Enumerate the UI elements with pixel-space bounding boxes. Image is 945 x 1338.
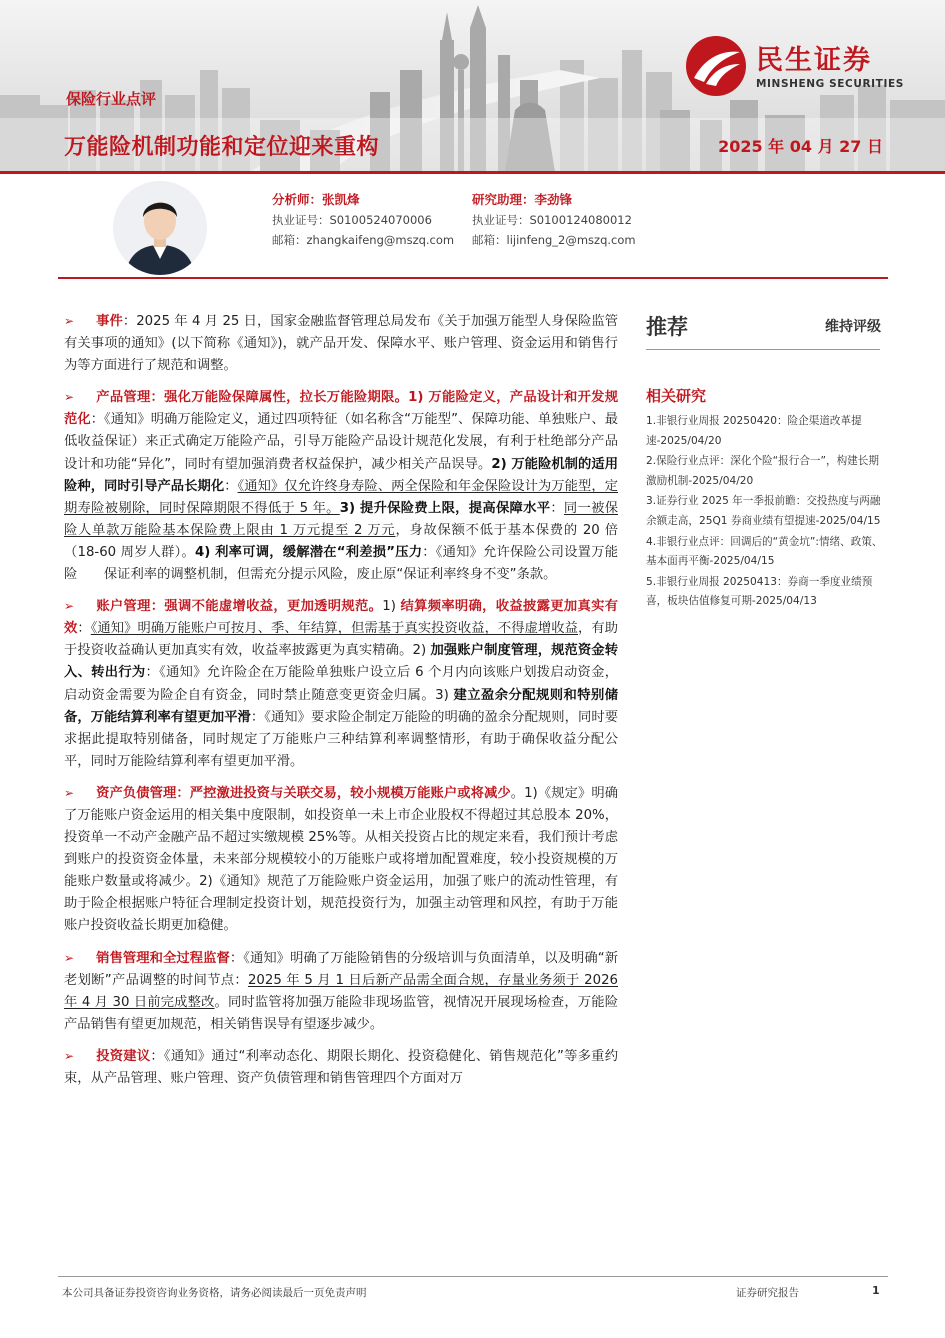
paragraph-asset-liability: ➢ 资产负债管理：严控激进投资与关联交易，较小规模万能账户或将减少。1)《规定》明确了万能账户资金运用的相关集中度限制，如投资单一未上市企业股权不得超过其总股本 20%，投资单一不动产金融产品不超过实缴规模 25%等。从相关投资占比的规定来看，我们预计考虑到账户的投资资金体量，未来部分规模较小的万能账户或将增加配置难度，较小投资规模的万能账户数量或将减少。2)《通知》规范了万能险账户资金运用，加强了账户的流动性管理，有助于险企根据账户特征合理制定投资计划，规范投资行为，加强主动管理和风控，有助于万能账户投资收益长期更加稳健。 bbox=[64, 782, 618, 938]
report-title: 万能险机制功能和定位迎来重构 bbox=[64, 135, 380, 160]
related-research-item[interactable]: 5.非银行业周报 20250413：券商一季度业绩预喜，板块估值修复可期-2025/04/13 bbox=[646, 575, 873, 608]
paragraph-investment-advice: ➢ 投资建议：《通知》通过“利率动态化、期限长期化、投资稳健化、销售规范化”等多重约束，从产品管理、账户管理、资产负债管理和销售管理四个方面对万 bbox=[64, 1045, 618, 1090]
assistant-name: 李劲锋 bbox=[534, 192, 573, 207]
footer-disclaimer: 本公司具备证券投资咨询业务资格，请务必阅读最后一页免责声明 bbox=[62, 1287, 367, 1299]
header-banner bbox=[0, 0, 945, 172]
analyst-email[interactable]: 邮箱：zhangkaifeng@mszq.com bbox=[272, 233, 455, 247]
paragraph-sales-supervision: ➢ 销售管理和全过程监督：《通知》明确了万能险销售的分级培训与负面清单，以及明确“新老划断”产品调整的时间节点：2025 年 5 月 1 日后新产品需全面合规，存量业务须于 2026 年 4 月 30 日前完成整改。同时监管将加强万能险非现场监管，视情况开展现场检查，万能险产品销售有望更加规范，相关销售误导有望逐步减少。 bbox=[64, 947, 618, 1036]
related-research-item[interactable]: 3.证券行业 2025 年一季报前瞻：交投热度与两融余额走高，25Q1 券商业绩有望提速-2025/04/15 bbox=[646, 495, 881, 527]
footer-divider bbox=[58, 1276, 888, 1277]
arrow-bullet-icon: ➢ bbox=[64, 314, 75, 328]
report-date: 2025 年 04 月 27 日 bbox=[718, 137, 883, 156]
analyst-role: 分析师： bbox=[272, 192, 323, 207]
paragraph-account-management: ➢ 账户管理：强调不能虚增收益，更加透明规范。1) 结算频率明确，收益披露更加真实有效：《通知》明确万能账户可按月、季、年结算，但需基于真实投资收益，不得虚增收益，有助于投资收益确认更加真实有效，收益率披露更为真实精确。2) 加强账户制度管理，规范资金转入、转出行为：《通知》允许险企在万能险单独账户设立后 6 个月内向该账户划拨启动资金，启动资金需要为险企自有资金，同时禁止随意变更资金归属。3) 建立盈余分配规则和特别储备，万能结算利率有望更加平滑：《通知》要求险企制定万能险的明确的盈余分配规则，同时要求据此提取特别储备，同时规定了万能账户三种结算利率调整情形，有助于确保收益分配公平，同时万能险结算利率有望更加平滑。 bbox=[64, 595, 618, 773]
related-research-item[interactable]: 1.非银行业周报 20250420：险企渠道改革提速-2025/04/20 bbox=[646, 415, 862, 447]
related-research-item[interactable]: 4.非银行业点评：回调后的“黄金坑”:情绪、政策、基本面再平衡-2025/04/15 bbox=[646, 535, 883, 568]
report-body bbox=[64, 310, 618, 1099]
sidebar-divider bbox=[646, 349, 880, 350]
analyst-avatar bbox=[113, 181, 207, 275]
minsheng-logo-icon bbox=[684, 34, 748, 98]
paragraph-product-management: ➢ 产品管理：强化万能险保障属性，拉长万能险期限。1) 万能险定义，产品设计和开发规范化：《通知》明确万能险定义，通过四项特征（如名称含“万能型”、保障功能、单独账户、最低收益保证）来正式确定万能险产品，引导万能险产品设计规范化发展，有利于杜绝部分产品设计和功能“异化”，同时有望加强消费者权益保护，减少相关产品误导。2) 万能险机制的适用险种，同时引导产品长期化：《通知》仅允许终身寿险、两全保险和年金保险设计为万能型，定期寿险被剔除，同时保障期限不得低于 5 年。3) 提升保险费上限，提高保障水平：同一被保险人单款万能险基本保险费上限由 1 万元提至 2 万元，身故保额不低于基本保费的 20 倍（18-60 周岁人群）。4) 利率可调，缓解潜在“利差损”压力：《通知》允许保险公司设置万能险 保证利率的调整机制，但需充分提示风险，废止原“保证利率终身不变”条款。 bbox=[64, 386, 618, 586]
arrow-bullet-icon: ➢ bbox=[64, 785, 75, 800]
related-research-list bbox=[646, 412, 886, 613]
company-logo bbox=[684, 34, 924, 98]
footer-report-type: 证券研究报告 bbox=[736, 1287, 799, 1299]
paragraph-event: ➢ 事件：2025 年 4 月 25 日，国家金融监督管理总局发布《关于加强万能型人身保险监管有关事项的通知》(以下简称《通知》)，就产品开发、保障水平、账户管理、资金运用和销售行为等方面进行了规范和调整。 bbox=[64, 310, 618, 377]
logo-text-cn: 民生证券 bbox=[756, 45, 872, 76]
related-research-item[interactable]: 2.保险行业点评：深化个险“报行合一”，构建长期激励机制-2025/04/20 bbox=[646, 455, 879, 487]
analyst-cert: 执业证号：S0100524070006 bbox=[272, 213, 432, 227]
rating-label: 维持评级 bbox=[825, 319, 881, 335]
assistant-email[interactable]: 邮箱：lijinfeng_2@mszq.com bbox=[472, 233, 636, 247]
header-divider bbox=[0, 171, 945, 174]
person-photo-icon bbox=[113, 181, 207, 275]
recommendation-label: 推荐 bbox=[646, 315, 688, 339]
arrow-bullet-icon: ➢ bbox=[64, 950, 75, 965]
analyst-2 bbox=[472, 190, 636, 250]
analyst-name: 张凯烽 bbox=[322, 192, 360, 207]
report-category: 保险行业点评 bbox=[66, 90, 157, 108]
arrow-bullet-icon: ➢ bbox=[64, 599, 75, 614]
arrow-bullet-icon: ➢ bbox=[64, 390, 75, 405]
page-number: 1 bbox=[872, 1284, 880, 1297]
analyst-divider bbox=[58, 277, 888, 279]
logo-text-en: MINSHENG SECURITIES bbox=[756, 78, 904, 90]
related-research-title: 相关研究 bbox=[646, 387, 707, 405]
assistant-cert: 执业证号：S0100124080012 bbox=[472, 213, 632, 227]
analyst-1 bbox=[272, 190, 454, 250]
arrow-bullet-icon: ➢ bbox=[64, 1048, 75, 1063]
assistant-role: 研究助理： bbox=[472, 192, 535, 207]
